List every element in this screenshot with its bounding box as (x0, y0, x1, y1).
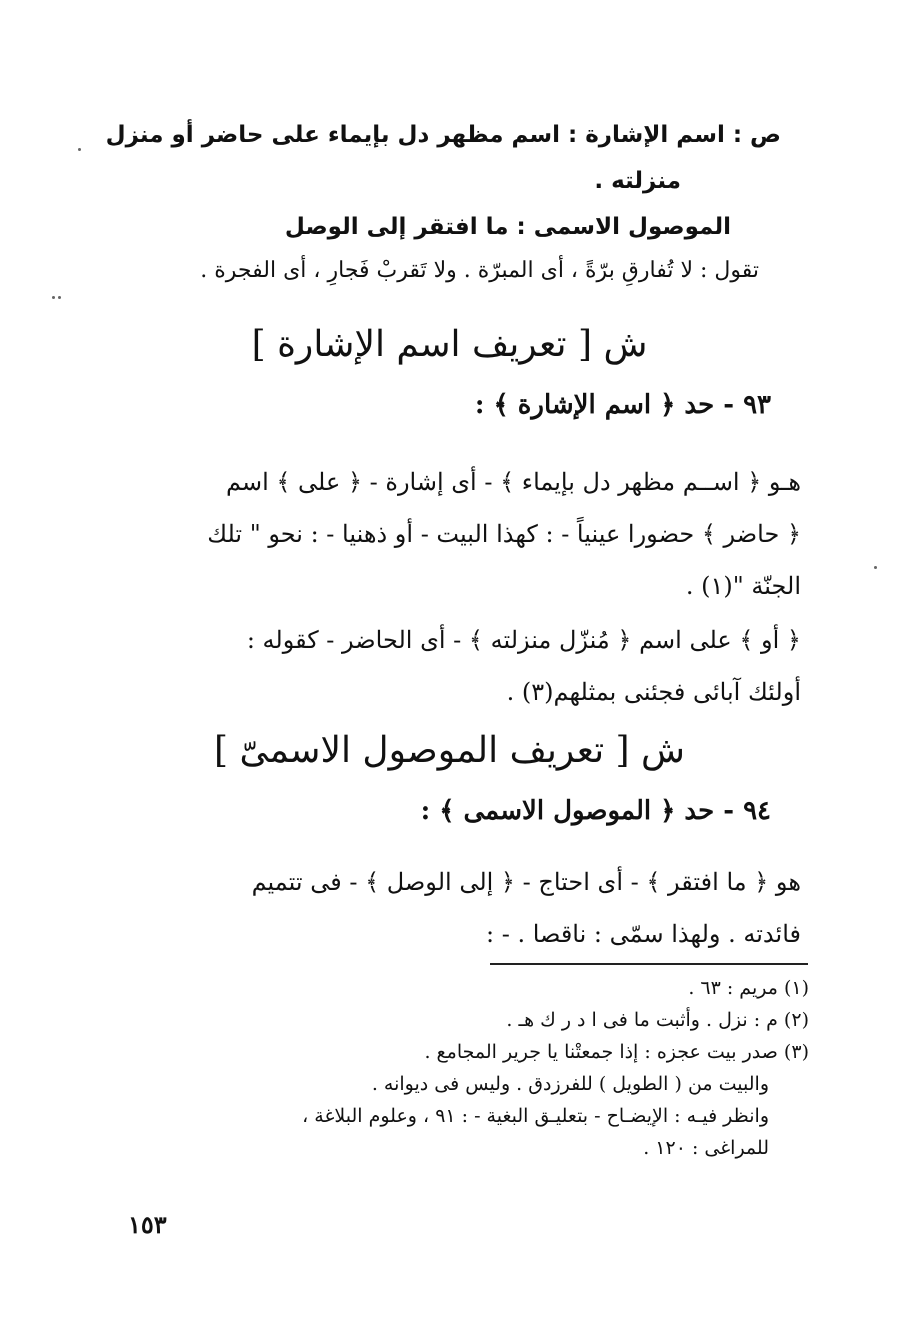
paragraph-line: ﴿ حاضر ﴾ حضورا عينياً - : كهذا البيت - أو ذهنيا - : نحو " تلك (207, 520, 801, 548)
paragraph-line: هـو ﴿ اســم مظهر دل بإيماء ﴾ - أى إشارة - ﴿ على ﴾ اسم (225, 468, 801, 496)
body-paragraph (101, 456, 801, 612)
footnote-continuation: للمراغى : ١٢٠ . (643, 1137, 769, 1159)
footnote: (١) مريم : ٦٣ . (688, 977, 809, 999)
section-heading: ش [ تعريف الموصول الاسمىّ ] (213, 730, 685, 771)
section-heading: ش [ تعريف اسم الإشارة ] (251, 324, 648, 365)
matn-text (101, 112, 781, 250)
footnote: (٢) م : نزل . وأثبت ما فى ا د ر ك هـ . (506, 1009, 809, 1031)
paragraph-line: فائدته . ولهذا سمّى : ناقصا . - : (486, 920, 801, 948)
footnotes (109, 972, 809, 1164)
footnote: (٣) صدر بيت عجزه : إذا جمعتْنا يا جرير المجامع . (424, 1041, 809, 1063)
definition-header: ٩٤ - حد ﴿ الموصول الاسمى ﴾ : (420, 796, 771, 826)
paragraph-line: ﴿ أو ﴾ على اسم ﴿ مُنزّل منزلته ﴾ - أى الحاضر - كقوله : (246, 626, 801, 654)
quote-line: تقول : لا تُفارقِ برّةً ، أى المبرّة . ولا تَقربْ فَجارِ ، أى الفجرة . (200, 258, 759, 283)
footnote-continuation: والبيت من ( الطويل ) للفرزدق . وليس فى ديوانه . (371, 1073, 769, 1095)
body-paragraph (101, 856, 801, 960)
page-number: ١٥٣ (128, 1210, 167, 1239)
scan-speck (874, 566, 877, 569)
paragraph-line: الجنّة "(١) . (685, 572, 801, 600)
paragraph-line: هو ﴿ ما افتقر ﴾ - أى احتاج - ﴿ إلى الوصل ﴾ - فى تتميم (251, 868, 801, 896)
footnote-separator (490, 963, 808, 965)
paragraph-line: أولئك آبائى فجئنى بمثلهم(٣) . (506, 678, 801, 706)
footnote-continuation: وانظر فيـه : الإيضـاح - بتعليـق البغية - : ٩١ ، وعلوم البلاغة ، (302, 1105, 769, 1127)
scan-speck (58, 296, 61, 299)
definition-header: ٩٣ - حد ﴿ اسم الإشارة ﴾ : (474, 390, 771, 420)
matn-line: الموصول الاسمى : ما افتقر إلى الوصل (284, 214, 731, 240)
body-paragraph (101, 614, 801, 718)
matn-line: ص : اسم الإشارة : اسم مظهر دل بإيماء على حاضر أو منزل (105, 122, 781, 148)
matn-line: منزلته . (594, 168, 681, 194)
scan-speck (78, 148, 81, 151)
scan-speck (52, 296, 55, 299)
